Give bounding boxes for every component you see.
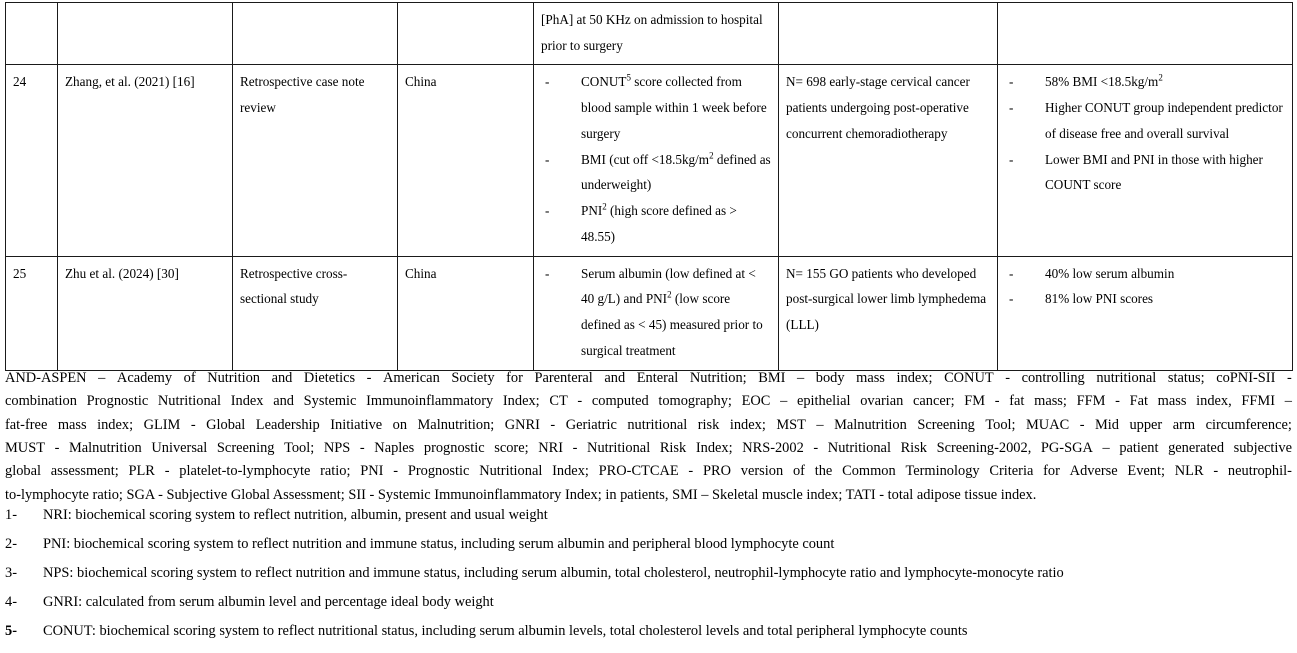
- cell-measurement: [534, 256, 779, 370]
- abbreviation-word: GNRI: [504, 416, 540, 433]
- abbreviation-word: Academy: [116, 370, 173, 386]
- table-body: [6, 3, 1293, 371]
- table-row: [6, 65, 1293, 256]
- cell-study-design: Retrospective case note review: [233, 65, 398, 256]
- abbreviation-word: PNI: [360, 463, 384, 480]
- abbreviation-word: Risk: [659, 439, 687, 456]
- abbreviation-word: Index;: [502, 393, 540, 410]
- abbreviation-word: subjective: [1233, 439, 1292, 456]
- list-item: [541, 198, 771, 249]
- cell-author: [58, 3, 233, 65]
- abbreviation-word: Systemic: [303, 393, 357, 410]
- cell-country: China: [398, 65, 534, 256]
- measurement-list: [541, 261, 771, 364]
- table-row: [6, 256, 1293, 370]
- footnote-text: NPS: biochemical scoring system to reflect nutrition and immune status, including serum albumin, total cholesterol, neutrophil-lymphocyte ratio and lymphocyte-monocyte ratio: [43, 565, 1064, 581]
- abbreviation-word: -: [393, 463, 399, 480]
- measurement-list: [541, 69, 771, 249]
- list-item-text: PNI: [581, 203, 603, 219]
- cell-author: Zhu et al. (2024) [30]: [58, 256, 233, 370]
- list-item-text: CONUT: [581, 74, 627, 90]
- abbreviation-word: mass: [856, 370, 885, 386]
- footnote-text: CONUT: biochemical scoring system to reflect nutritional status, including serum albumin levels, total cholesterol levels and total peripheral lymphocyte counts: [43, 623, 968, 639]
- abbreviation-word: -: [577, 393, 583, 410]
- abbreviation-word: body: [815, 370, 845, 386]
- footnote-marker: 2: [709, 150, 714, 161]
- abbreviation-word: risk: [697, 416, 720, 433]
- abbreviation-word: Nutritional: [157, 393, 222, 410]
- abbreviation-word: -: [688, 463, 694, 480]
- abbreviation-word: for: [1043, 463, 1060, 480]
- abbreviation-word: –: [98, 370, 106, 386]
- abbreviation-word: –: [780, 393, 788, 410]
- abbreviation-word: NLR: [1174, 463, 1204, 480]
- abbreviation-word: status;: [1167, 370, 1205, 386]
- abbreviation-word: PRO: [703, 463, 731, 480]
- study-characteristics-table: [5, 2, 1293, 371]
- list-item-text: Serum albumin (low defined at < 40 g/L) and PNI: [581, 265, 756, 307]
- footnote-number: 3-: [5, 565, 17, 581]
- abbreviation-word: and: [271, 370, 293, 386]
- abbreviation-word: Screening-2002,: [936, 439, 1032, 456]
- abbreviation-word: –: [796, 370, 805, 386]
- cell-country: China: [398, 256, 534, 370]
- abbreviation-word: generated: [1168, 439, 1225, 456]
- abbreviation-word: ratio;: [320, 463, 351, 480]
- footnote-item: [5, 595, 1292, 624]
- abbreviation-word: Parenteral: [534, 370, 593, 386]
- abbreviation-word: Terminology: [905, 463, 980, 480]
- cell-study-number: 25: [6, 256, 58, 370]
- list-item-text: BMI (cut off <18.5kg/m: [581, 151, 710, 167]
- abbreviation-word: score;: [494, 439, 529, 456]
- abbreviation-word: –: [816, 416, 824, 433]
- abbreviation-word: FFMI: [1241, 393, 1276, 410]
- cell-country: [398, 3, 534, 65]
- abbreviation-word: fat: [1009, 393, 1025, 410]
- list-item-text: 40% low serum albumin: [1045, 265, 1175, 281]
- abbreviation-word: Common: [842, 463, 896, 480]
- abbreviation-word: –: [1284, 393, 1292, 410]
- list-item: [1005, 69, 1285, 95]
- footnote-marker: 2: [667, 289, 672, 300]
- footnote-text: PNI: biochemical scoring system to reflect nutrition and immune status, including serum albumin and peripheral blood lymphocyte count: [43, 536, 835, 552]
- abbreviation-word: Enteral: [636, 370, 679, 386]
- abbreviation-word: version: [740, 463, 784, 480]
- abbreviation-word: PRO-CTCAE: [598, 463, 679, 480]
- abbreviation-word: GLIM: [143, 416, 181, 433]
- abbreviation-word: Nutritional: [827, 439, 891, 456]
- abbreviation-word: cancer;: [913, 393, 955, 410]
- abbreviation-word: Geriatric: [565, 416, 617, 433]
- abbreviation-word: -: [813, 439, 819, 456]
- abbreviation-line: [5, 367, 1292, 390]
- list-item-text: 81% low PNI scores: [1045, 291, 1154, 307]
- abbreviation-word: prognostic: [423, 439, 485, 456]
- abbreviation-word: global: [5, 463, 41, 480]
- list-item: [1005, 147, 1285, 198]
- cell-sample: N= 698 early-stage cervical cancer patients undergoing post-operative concurrent chemoradiotherapy: [779, 65, 998, 256]
- abbreviation-word: Nutrition;: [689, 370, 747, 386]
- abbreviation-line: [5, 460, 1292, 483]
- abbreviation-word: Prognostic: [407, 463, 470, 480]
- abbreviation-word: Malnutrition: [69, 439, 142, 456]
- list-item-text: 58% BMI <18.5kg/m: [1045, 74, 1159, 90]
- abbreviation-word: CT: [549, 393, 568, 410]
- cell-study-number: 24: [6, 65, 58, 256]
- abbreviation-word: -: [190, 416, 196, 433]
- abbreviation-word: coPNI-SII: [1216, 370, 1276, 386]
- abbreviation-word: mass;: [1034, 393, 1067, 410]
- abbreviation-word: American: [383, 370, 440, 386]
- abbreviation-word: computed: [591, 393, 649, 410]
- footnote-number: 4-: [5, 594, 17, 610]
- abbreviation-word: NRI: [538, 439, 564, 456]
- cell-findings: [998, 3, 1293, 65]
- abbreviation-word: neutrophil-: [1227, 463, 1292, 480]
- abbreviation-word: NPS: [323, 439, 351, 456]
- abbreviation-word: and: [273, 393, 294, 410]
- list-item-text: score collected from blood sample within 1 week before surgery: [581, 74, 767, 141]
- findings-list: [1005, 261, 1285, 312]
- abbreviation-word: Malnutrition: [834, 416, 907, 433]
- footnote-item: [5, 508, 1292, 537]
- abbreviation-word: upper: [1129, 416, 1163, 433]
- abbreviation-word: Screening: [917, 416, 975, 433]
- abbreviation-word: Adverse: [1069, 463, 1118, 480]
- abbreviation-word: BMI: [758, 370, 786, 386]
- abbreviation-word: epithelial: [796, 393, 851, 410]
- footnote-marker: 2: [1158, 73, 1163, 84]
- abbreviation-word: Risk: [900, 439, 927, 456]
- cell-measurement: [534, 65, 779, 256]
- abbreviation-word: Malnutrition;: [417, 416, 495, 433]
- cell-sample: [779, 3, 998, 65]
- abbreviation-word: Criteria: [989, 463, 1034, 480]
- footnote-item: [5, 566, 1292, 595]
- abbreviation-word: the: [814, 463, 833, 480]
- abbreviation-line: to-lymphocyte ratio; SGA - Subjective Global Assessment; SII - Systemic Immunoinflammatory Index; in patients, SMI – Skeletal muscle index; TATI - total adipose tissue index.: [5, 486, 1037, 503]
- abbreviation-word: Nutritional: [479, 463, 543, 480]
- abbreviation-word: -: [1115, 393, 1120, 410]
- cell-sample: N= 155 GO patients who developed post-surgical lower limb lymphedema (LLL): [779, 256, 998, 370]
- list-item: [541, 147, 771, 198]
- abbreviation-word: FFM: [1076, 393, 1106, 410]
- abbreviation-word: -: [994, 393, 1000, 410]
- abbreviation-word: mass: [57, 416, 87, 433]
- abbreviation-word: FM: [964, 393, 986, 410]
- abbreviation-word: Global: [206, 416, 246, 433]
- footnote-text: NRI: biochemical scoring system to reflect nutrition, albumin, present and usual weight: [43, 507, 548, 523]
- list-item: [541, 69, 771, 146]
- abbreviation-word: EOC: [741, 393, 771, 410]
- list-item: [541, 261, 771, 364]
- abbreviation-word: fat-free: [5, 416, 48, 433]
- abbreviation-word: Immunoinflammatory: [366, 393, 494, 410]
- list-item: [1005, 261, 1285, 287]
- abbreviation-word: AND-ASPEN: [5, 370, 87, 386]
- footnote-number: 5-: [5, 623, 17, 639]
- abbreviation-word: index;: [97, 416, 134, 433]
- abbreviation-word: on: [392, 416, 408, 433]
- abbreviation-word: -: [164, 463, 170, 480]
- abbreviation-word: Event;: [1127, 463, 1165, 480]
- abbreviation-word: index,: [1196, 393, 1232, 410]
- abbreviation-word: -: [1286, 370, 1292, 386]
- abbreviation-word: -: [1079, 416, 1085, 433]
- cell-study-number: [6, 3, 58, 65]
- abbreviation-line: [5, 414, 1292, 437]
- abbreviation-word: -: [550, 416, 556, 433]
- list-item-text: (high score defined as > 48.55): [581, 203, 737, 244]
- abbreviation-word: nutritional: [627, 416, 688, 433]
- abbreviation-word: Naples: [374, 439, 415, 456]
- list-item-text: Lower BMI and PNI in those with higher COUNT score: [1045, 151, 1263, 193]
- abbreviations-paragraph: [5, 367, 1292, 507]
- abbreviation-word: Dietetics: [303, 370, 356, 386]
- abbreviation-word: index;: [896, 370, 933, 386]
- abbreviation-word: Index;: [552, 463, 589, 480]
- abbreviation-word: Screening: [216, 439, 275, 456]
- footnote-item: [5, 624, 1292, 653]
- abbreviation-word: patient: [1119, 439, 1159, 456]
- abbreviation-word: -: [54, 439, 60, 456]
- abbreviation-word: PG-SGA: [1040, 439, 1093, 456]
- cell-author: Zhang, et al. (2021) [16]: [58, 65, 233, 256]
- footnote-text: GNRI: calculated from serum albumin level and percentage ideal body weight: [43, 594, 494, 610]
- abbreviation-word: Mid: [1094, 416, 1119, 433]
- footnote-number: 2-: [5, 536, 17, 552]
- abbreviation-word: controlling: [1021, 370, 1085, 386]
- abbreviation-word: -: [359, 439, 365, 456]
- footnote-item: [5, 537, 1292, 566]
- abbreviation-word: combination: [5, 393, 77, 410]
- cell-measurement: [PhA] at 50 KHz on admission to hospital prior to surgery: [534, 3, 779, 65]
- abbreviation-word: Tool;: [985, 416, 1016, 433]
- abbreviation-word: -: [1213, 463, 1219, 480]
- list-item-text: defined as underweight): [581, 151, 771, 193]
- abbreviation-word: MUST: [5, 439, 45, 456]
- abbreviation-word: –: [1102, 439, 1110, 456]
- footnote-marker: 5: [626, 73, 631, 84]
- abbreviation-word: for: [506, 370, 523, 386]
- abbreviation-word: assessment;: [50, 463, 119, 480]
- abbreviation-word: tomography;: [658, 393, 732, 410]
- cell-study-design: Retrospective cross-sectional study: [233, 256, 398, 370]
- cell-findings: [998, 256, 1293, 370]
- abbreviation-word: circumference;: [1205, 416, 1292, 433]
- abbreviation-word: and: [604, 370, 626, 386]
- cell-findings: [998, 65, 1293, 256]
- abbreviation-word: -: [366, 370, 372, 386]
- footnote-list: [5, 508, 1292, 653]
- footnote-number: 1-: [5, 507, 17, 523]
- table-row: [6, 3, 1293, 65]
- abbreviation-word: Fat: [1129, 393, 1148, 410]
- abbreviation-word: Initiative: [330, 416, 383, 433]
- abbreviation-word: Tool;: [284, 439, 315, 456]
- abbreviation-word: Prognostic: [86, 393, 149, 410]
- abbreviation-word: -: [1005, 370, 1011, 386]
- abbreviation-word: ovarian: [860, 393, 904, 410]
- abbreviation-line: [5, 390, 1292, 413]
- list-item: [1005, 95, 1285, 146]
- abbreviation-word: MUAC: [1026, 416, 1070, 433]
- cell-study-design: [233, 3, 398, 65]
- findings-list: [1005, 69, 1285, 198]
- abbreviation-word: of: [792, 463, 805, 480]
- abbreviation-word: NRS-2002: [742, 439, 804, 456]
- abbreviation-word: platelet-to-lymphocyte: [179, 463, 311, 480]
- abbreviation-word: MST: [776, 416, 806, 433]
- footnote-marker: 2: [602, 201, 607, 212]
- abbreviation-word: Nutritional: [587, 439, 651, 456]
- abbreviation-word: Universal: [151, 439, 208, 456]
- list-item: [1005, 286, 1285, 312]
- abbreviation-word: Index;: [695, 439, 733, 456]
- abbreviation-word: of: [183, 370, 196, 386]
- abbreviation-word: Society: [451, 370, 495, 386]
- list-item-text: Higher CONUT group independent predictor of disease free and overall survival: [1045, 100, 1283, 141]
- abbreviation-word: Leadership: [255, 416, 320, 433]
- abbreviation-word: CONUT: [944, 370, 994, 386]
- abbreviation-word: index;: [729, 416, 766, 433]
- abbreviation-word: nutritional: [1096, 370, 1157, 386]
- abbreviation-word: Index: [230, 393, 264, 410]
- list-item-text: (low score defined as < 45) measured prior to surgical treatment: [581, 291, 763, 358]
- abbreviation-word: mass: [1157, 393, 1187, 410]
- abbreviation-word: Nutrition: [207, 370, 260, 386]
- abbreviation-line: [5, 437, 1292, 460]
- abbreviation-word: PLR: [128, 463, 155, 480]
- abbreviation-word: -: [572, 439, 578, 456]
- abbreviation-word: arm: [1172, 416, 1196, 433]
